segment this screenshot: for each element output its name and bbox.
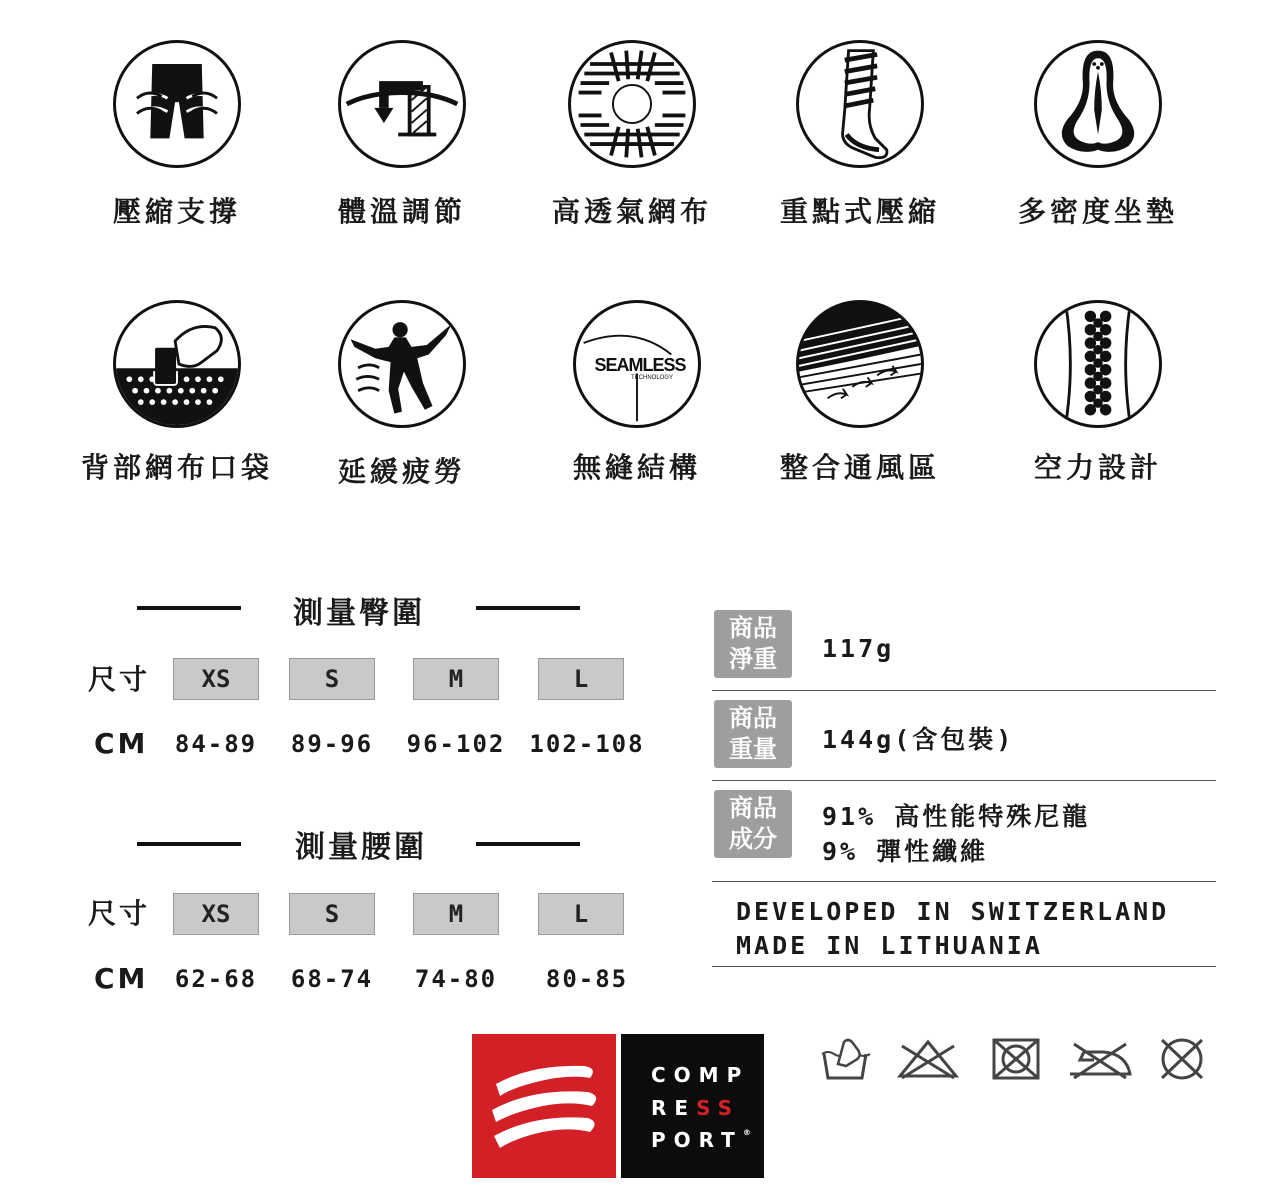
multi-density-pad-icon [1034, 40, 1162, 168]
hip-cm-value: 89-96 [290, 730, 374, 758]
waist-cm-value: 62-68 [174, 965, 258, 993]
gross-weight-value: 144g(含包裝) [822, 725, 1015, 754]
hip-size-m: M [413, 658, 499, 700]
hip-table-title: 測量臀圍 [293, 596, 425, 631]
no-bleach-icon [894, 1036, 962, 1082]
feature-compression-support [62, 40, 292, 230]
hip-size-label: 尺寸 [88, 663, 151, 696]
targeted-compression-icon [796, 40, 924, 168]
made-in-text: MADE IN LITHUANIA [736, 931, 1043, 960]
feature-label: 空力設計 [1033, 451, 1162, 484]
hip-size-s: S [289, 658, 375, 700]
waist-title-rule-right [476, 842, 580, 846]
spec-divider [712, 780, 1216, 781]
feature-temperature-regulation [287, 40, 517, 230]
badge-line: 淨重 [729, 645, 777, 673]
feature-ventilation-zone [745, 300, 975, 486]
waist-cm-value: 68-74 [290, 965, 374, 993]
feature-targeted-compression [745, 40, 975, 230]
hip-size-l: L [538, 658, 624, 700]
breathable-fabric-icon [568, 40, 696, 168]
logo-text-line3 [651, 1128, 751, 1152]
badge-line: 重量 [729, 735, 777, 763]
logo-text-ss: SS [696, 1096, 740, 1120]
spec-divider [712, 690, 1216, 691]
temperature-regulation-icon [338, 40, 466, 168]
logo-text-port: PORT [651, 1128, 743, 1152]
gross-weight-badge [714, 700, 792, 768]
hip-cm-value: 102-108 [529, 730, 645, 758]
no-tumble-dry-icon [990, 1036, 1042, 1082]
hip-title-rule-left [137, 606, 241, 610]
feature-breathable-mesh [517, 40, 747, 230]
feature-back-mesh-pocket [62, 300, 292, 486]
waist-cm-value: 80-85 [545, 965, 629, 993]
waist-title-rule-left [137, 842, 241, 846]
hip-cm-label: CM [94, 727, 149, 760]
hip-cm-value: 84-89 [174, 730, 258, 758]
spec-divider [712, 966, 1216, 967]
hip-title-rule-right [476, 606, 580, 610]
logo-text-line2 [651, 1096, 740, 1120]
feature-label: 重點式壓縮 [779, 195, 940, 228]
compressport-logo-mark [472, 1034, 616, 1178]
feature-label: 延緩疲勞 [337, 455, 466, 488]
hip-size-xs: XS [173, 658, 259, 700]
waist-cm-label: CM [94, 962, 149, 995]
waist-size-label: 尺寸 [88, 897, 151, 930]
net-weight-badge [714, 610, 792, 678]
feature-fatigue-delay [287, 300, 517, 490]
hip-cm-value: 96-102 [406, 730, 506, 758]
feature-multi-density-pad [983, 40, 1213, 230]
back-mesh-pocket-icon [113, 300, 241, 428]
feature-label: 體溫調節 [337, 195, 466, 228]
logo-text-re: RE [651, 1096, 697, 1120]
badge-line: 商品 [729, 794, 777, 822]
feature-seamless [522, 300, 752, 486]
feature-label: 無縫結構 [572, 451, 701, 484]
ventilation-zone-icon [796, 300, 924, 428]
feature-label: 壓縮支撐 [112, 195, 241, 228]
waist-size-l: L [538, 893, 624, 935]
feature-label: 多密度坐墊 [1017, 195, 1178, 228]
logo-text-line1: COMP [651, 1063, 750, 1087]
hand-wash-icon [818, 1036, 874, 1084]
seamless-badge-text: SEAMLESS [594, 355, 686, 375]
developed-in-text: DEVELOPED IN SWITZERLAND [736, 897, 1170, 926]
feature-label: 背部網布口袋 [80, 451, 273, 484]
material-badge [714, 790, 792, 858]
spiral-logo-icon [472, 1034, 616, 1178]
material-value-elastane: 9% 彈性纖維 [822, 837, 989, 866]
waist-size-xs: XS [173, 893, 259, 935]
aerodynamic-icon [1034, 300, 1162, 428]
compression-shorts-icon [113, 40, 241, 168]
seamless-badge-subtext: TECHNOLOGY [630, 375, 673, 381]
feature-label: 高透氣網布 [551, 195, 712, 228]
waist-size-s: S [289, 893, 375, 935]
spec-divider [712, 881, 1216, 882]
no-iron-icon [1064, 1036, 1136, 1082]
badge-line: 商品 [729, 704, 777, 732]
badge-line: 成分 [729, 825, 777, 853]
waist-cm-value: 74-80 [414, 965, 498, 993]
fatigue-delay-icon [338, 300, 466, 428]
feature-label: 整合通風區 [779, 451, 940, 484]
feature-aerodynamic [983, 300, 1213, 486]
badge-line: 商品 [729, 614, 777, 642]
net-weight-value: 117g [822, 634, 895, 663]
waist-table-title: 測量腰圍 [295, 830, 427, 865]
material-value-nylon: 91% 高性能特殊尼龍 [822, 802, 1091, 831]
registered-mark: ® [742, 1128, 751, 1137]
seamless-icon [573, 300, 701, 428]
waist-size-m: M [413, 893, 499, 935]
no-dry-clean-icon [1156, 1036, 1208, 1082]
